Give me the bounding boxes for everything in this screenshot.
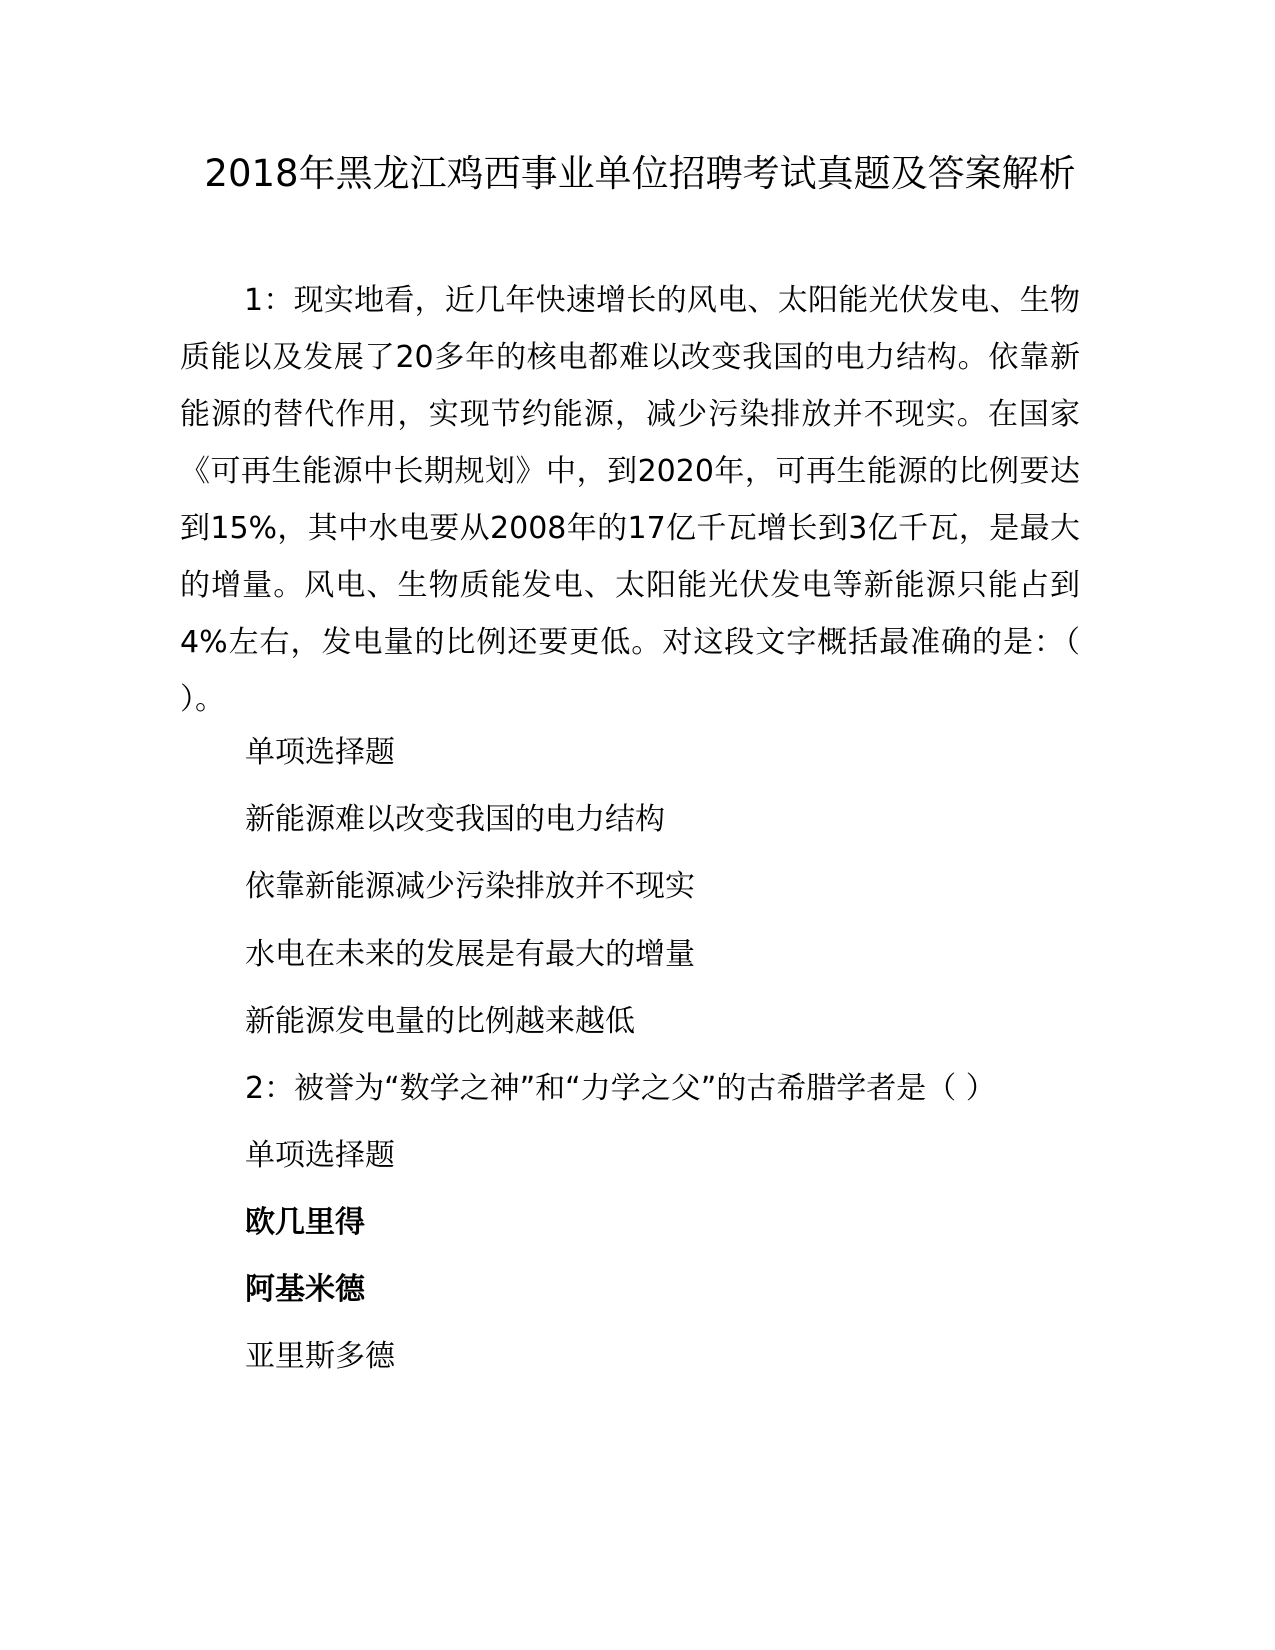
question-1-type: 单项选择题 xyxy=(245,735,395,770)
question-2-stem: 2：被誉为“数学之神”和“力学之父”的古希腊学者是（ ） xyxy=(245,1071,996,1106)
question-1-option-2: 依靠新能源减少污染排放并不现实 xyxy=(245,869,695,904)
question-1-option-3: 水电在未来的发展是有最大的增量 xyxy=(245,937,695,972)
question-2-option-1: 欧几里得 xyxy=(245,1205,365,1240)
question-2-option-2: 阿基米德 xyxy=(245,1272,365,1307)
question-1-stem: 1：现实地看，近几年快速增长的风电、太阳能光伏发电、生物质能以及发展了20多年的核电都难以改变我国的电力结构。依靠新能源的替代作用，实现节约能源，减少污染排放并不现实。在国家《可再生能源中长期规划》中，到2020年，可再生能源的比例要达到15%，其中水电要从2008年的17亿千瓦增长到3亿千瓦，是最大的增量。风电、生物质能发电、太阳能光伏发电等新能源只能占到4%左右，发电量的比例还要更低。对这段文字概括最准确的是：（ ）。 xyxy=(180,283,1080,717)
document-title: 2018年黑龙江鸡西事业单位招聘考试真题及答案解析 xyxy=(204,152,1076,195)
question-1-option-1: 新能源难以改变我国的电力结构 xyxy=(245,802,665,837)
question-1-option-4: 新能源发电量的比例越来越低 xyxy=(245,1004,635,1039)
question-2-type: 单项选择题 xyxy=(245,1138,395,1173)
question-2-option-3: 亚里斯多德 xyxy=(245,1339,395,1374)
